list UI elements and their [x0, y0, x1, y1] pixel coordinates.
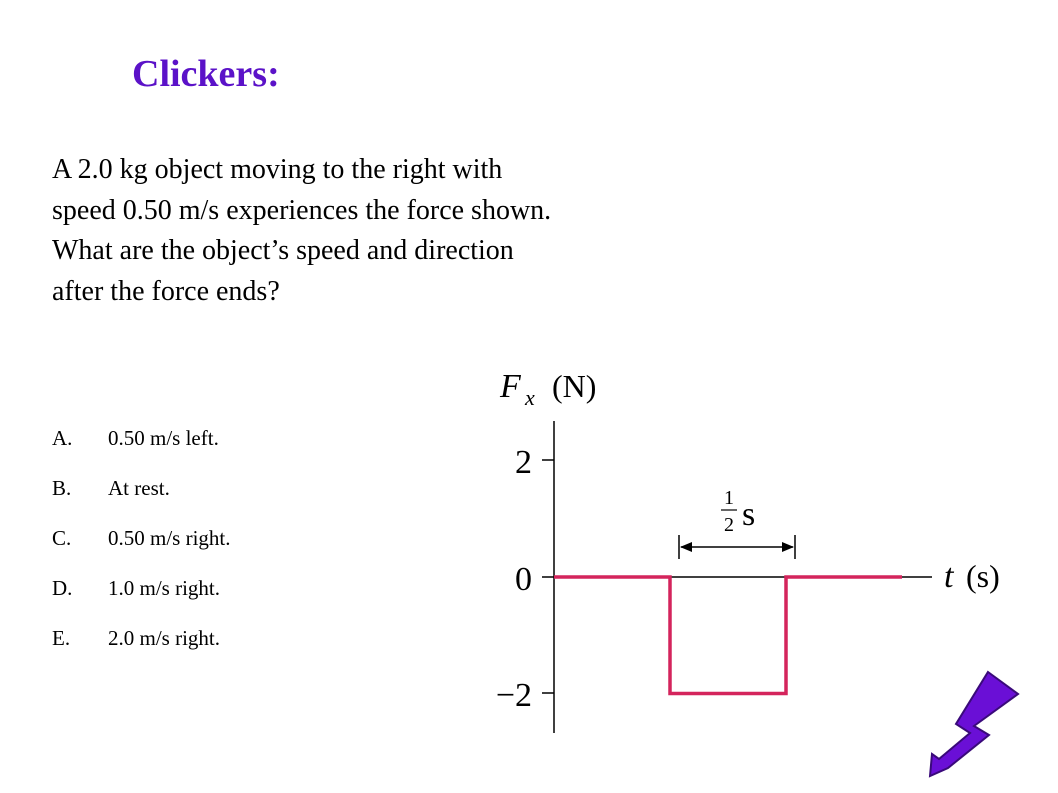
slide-title: Clickers:: [132, 53, 280, 95]
annotation-unit: s: [742, 496, 756, 533]
option-letter: B.: [52, 476, 72, 500]
y-axis-subscript: x: [525, 385, 535, 410]
option-text: At rest.: [108, 476, 170, 500]
lightning-bolt-icon[interactable]: [920, 668, 1024, 782]
annotation-arrowhead-right: [782, 542, 794, 552]
y-tick-label: 2: [515, 444, 532, 481]
option-b[interactable]: [52, 476, 170, 501]
option-letter: C.: [52, 526, 72, 550]
option-a[interactable]: [52, 426, 219, 451]
x-axis-symbol: t: [944, 558, 954, 595]
option-letter: E.: [52, 626, 71, 650]
annotation-numerator: 1: [724, 487, 734, 509]
lightning-bolt-shape: [930, 672, 1018, 776]
y-axis-unit: (N): [552, 368, 597, 404]
option-text: 0.50 m/s right.: [108, 526, 231, 550]
option-text: 0.50 m/s left.: [108, 426, 219, 450]
option-e[interactable]: [52, 626, 220, 651]
force-curve: [554, 577, 902, 694]
y-tick-label: 0: [515, 561, 532, 598]
option-text: 1.0 m/s right.: [108, 576, 221, 600]
annotation-arrowhead-left: [680, 542, 692, 552]
option-text: 2.0 m/s right.: [108, 626, 221, 650]
question-text: A 2.0 kg object moving to the right with speed 0.50 m/s experiences the force shown. What are the object’s speed and direction after the force ends?: [52, 154, 552, 307]
annotation-denominator: 2: [724, 514, 734, 536]
y-tick-label: −2: [495, 677, 532, 714]
option-d[interactable]: [52, 576, 220, 601]
x-axis-unit: (s): [966, 558, 1000, 594]
y-axis-symbol: F: [500, 368, 521, 405]
option-letter: A.: [52, 426, 73, 450]
option-letter: D.: [52, 576, 73, 600]
option-c[interactable]: [52, 526, 231, 551]
